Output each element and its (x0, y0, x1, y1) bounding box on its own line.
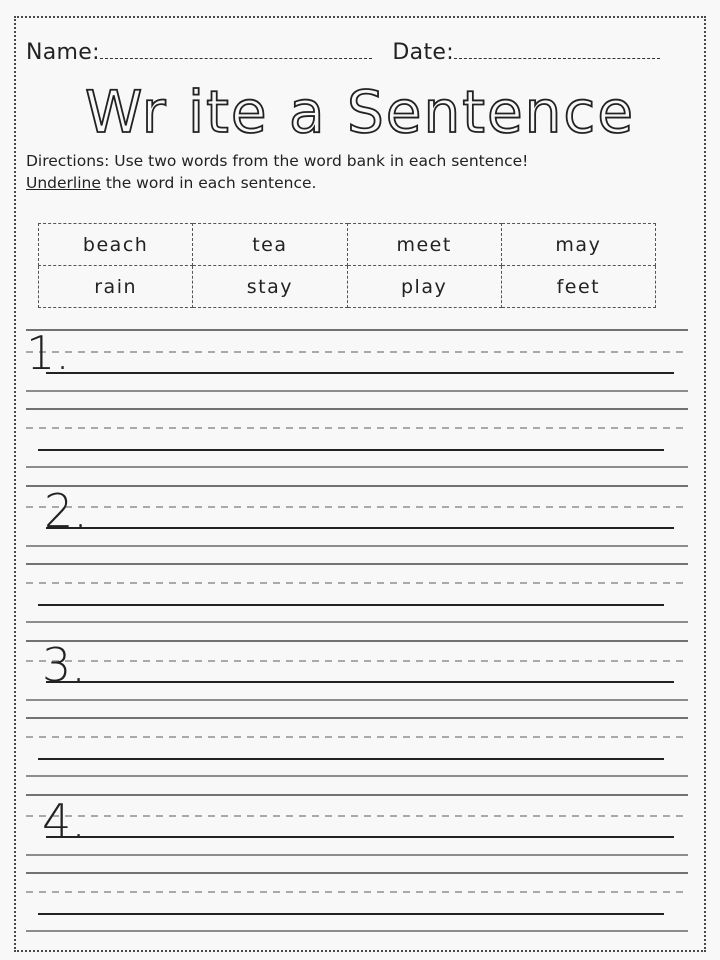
page-title: Wr ite a Sentence (85, 78, 635, 146)
directions-line-2-rest: the word in each sentence. (100, 174, 317, 192)
word-bank-cell: beach (39, 224, 193, 266)
word-bank-cell: feet (501, 266, 655, 308)
underline-word: Underline (26, 174, 101, 192)
sentence-number: 4. (42, 794, 86, 848)
sentence-number: 2. (44, 484, 88, 538)
directions-line-1: Directions: Use two words from the word bank in each sentence! (26, 152, 529, 170)
word-bank-cell: rain (39, 266, 193, 308)
word-bank-cell: stay (193, 266, 347, 308)
word-bank-cell: play (347, 266, 501, 308)
word-bank-cell: meet (347, 224, 501, 266)
word-bank-cell: tea (193, 224, 347, 266)
name-label: Name: (26, 40, 100, 65)
word-bank-cell: may (501, 224, 655, 266)
sentence-number: 1. (26, 326, 70, 380)
sentence-number: 3. (42, 638, 86, 692)
date-label: Date: (392, 40, 454, 65)
